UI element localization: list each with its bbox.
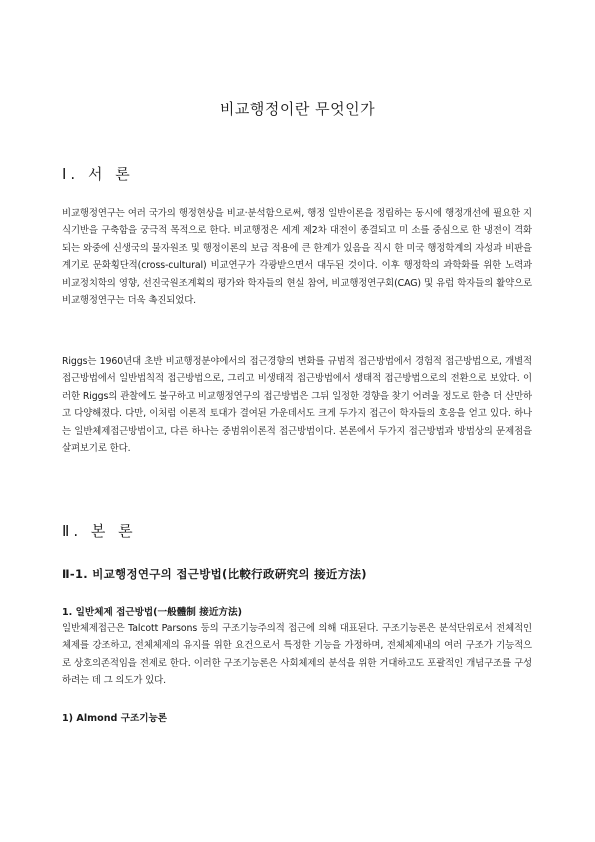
intro-paragraph-2: Riggs는 1960년대 초반 비교행정분야에서의 접근경향의 변화를 규범적 접근방법에서 경험적 접근방법으로, 개별적 접근방법에서 일반법칙적 접근방법으로, 그리고 비생태적 접근방법에서 생태적 접근방법으로의 전환으로 보았다. 이러한 Riggs의 관찰에도 불구하고 비교행정연구의 접근방법은 그뒤 일정한 경향을 찾기 어려울 정도로 한층 더 산만하고 다양해졌다. 다만, 이처럼 이론적 토대가 결여된 가운데서도 크게 두가지 접근이 학자들의 호응을 얻고 있다. 하나는 일반체제접근방법이고, 다른 하나는 중범위이론적 접근방법이다. 본론에서 두가지 접근방법과 방법상의 문제점을 살펴보기로 한다. bbox=[62, 356, 532, 455]
intro-paragraph-1: 비교행정연구는 여러 국가의 행정현상을 비교·분석함으로써, 행정 일반이론을 정립하는 동시에 행정개선에 필요한 지식기반을 구축함을 궁극적 목적으로 한다. 비교행정은 세계 제2차 대전이 종결되고 미 소를 중심으로 한 냉전이 격화되는 와중에 신생국의 물자원조 및 행정이론의 보급 적용에 큰 한계가 있음을 직시 한 미국 행정학계의 자성과 비판을 계기로 문화횡단적(cross-cultural) 비교연구가 각광받으면서 대두된 것이다. 이후 행정학의 과학화를 위한 노력과 비교정치학의 영향, 선진국원조계획의 평가와 학자들의 현실 참여, 비교행정연구회(CAG) 및 유럽 학자들의 활약으로 비교행정연구는 더욱 촉진되었다. bbox=[62, 208, 532, 307]
general-system-paragraph: 일반체제접근은 Talcott Parsons 등의 구조기능주의적 접근에 의해 대표된다. 구조기능론은 분석단위로서 전체적인 체제를 강조하고, 전체체제의 유지를 위한 요건으로서 특정한 기능을 가정하며, 전체체제내의 여러 구조가 기능적으로 상호의존적임을 전제로 한다. 이러한 구조기능론은 사회체제의 분석을 위한 거대하고도 포괄적인 개념구조를 구성하려는 데 그 의도가 있다. bbox=[62, 623, 532, 687]
document-title: 비교행정이란 무엇인가 bbox=[219, 100, 376, 118]
section-heading-body: Ⅱ. 본 론 bbox=[62, 522, 137, 540]
subsection-heading: Ⅱ-1. 비교행정연구의 접근방법(比較行政硏究의 接近方法) bbox=[62, 567, 367, 581]
section-heading-introduction: Ⅰ. 서 론 bbox=[62, 165, 134, 183]
item-heading-general-system: 1. 일반체제 접근방법(一般體制 接近方法) bbox=[62, 607, 242, 618]
item-heading-almond: 1) Almond 구조기능론 bbox=[62, 713, 168, 724]
